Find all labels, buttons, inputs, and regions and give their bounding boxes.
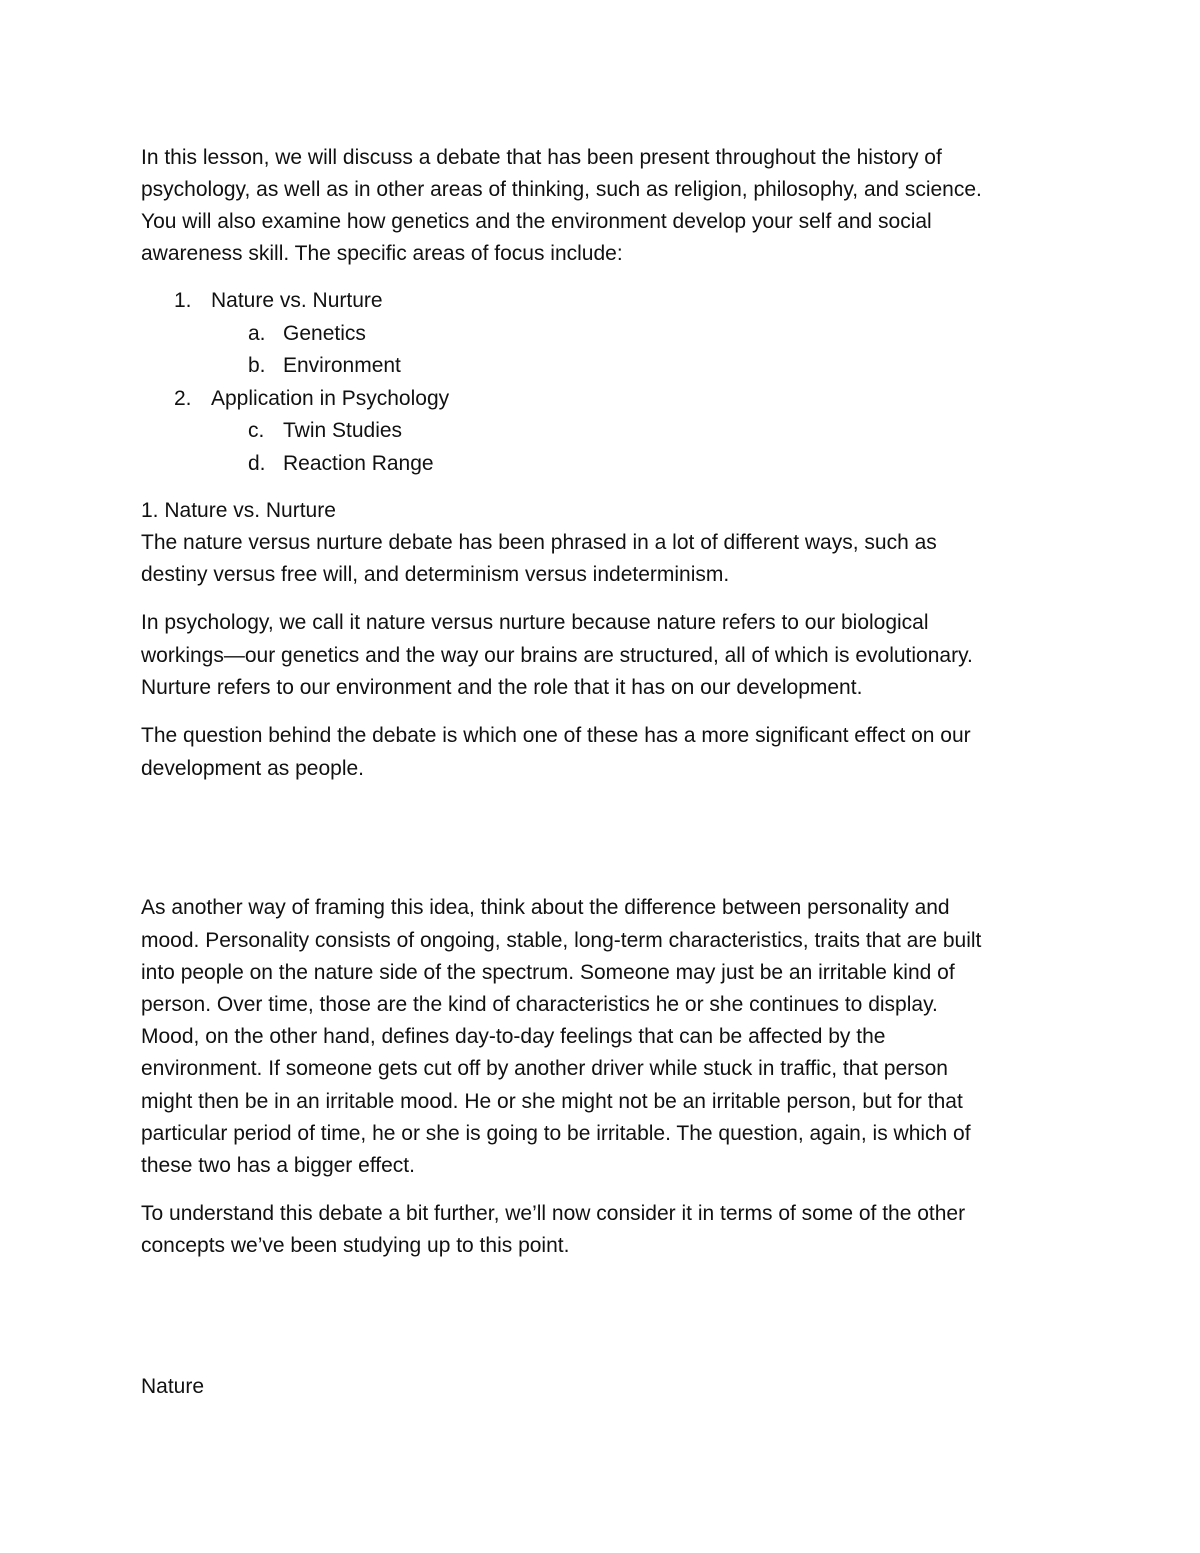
paragraph-line: person. Over time, those are the kind of characteristics he or she continues to display.: [141, 993, 938, 1016]
paragraph-line: The nature versus nurture debate has been phrased in a lot of different ways, such as: [141, 531, 937, 554]
outline-subitem-marker: a.: [248, 322, 266, 345]
outline-subitem-marker: d.: [248, 452, 266, 475]
outline-subitem-label: Twin Studies: [283, 419, 403, 442]
outline-subitem-label: Genetics: [283, 322, 366, 345]
outline-subitem-label: Reaction Range: [283, 452, 434, 475]
paragraph-line: these two has a bigger effect.: [141, 1154, 415, 1177]
section-heading: Nature: [141, 1375, 205, 1398]
paragraph-line: development as people.: [141, 757, 364, 780]
paragraph-line: concepts we’ve been studying up to this point.: [141, 1234, 570, 1257]
paragraph-line: In psychology, we call it nature versus nurture because nature refers to our biological: [141, 611, 929, 634]
intro-line: You will also examine how genetics and the environment develop your self and social: [141, 210, 932, 233]
paragraph-line: Mood, on the other hand, defines day-to-day feelings that can be affected by the: [141, 1025, 886, 1048]
paragraph-line: environment. If someone gets cut off by another driver while stuck in traffic, that person: [141, 1057, 948, 1080]
paragraph-line: mood. Personality consists of ongoing, stable, long-term characteristics, traits that are built: [141, 929, 982, 952]
paragraph-line: The question behind the debate is which one of these has a more significant effect on our: [141, 724, 971, 747]
paragraph-line: To understand this debate a bit further, we’ll now consider it in terms of some of the other: [141, 1202, 966, 1225]
outline-subitem-label: Environment: [283, 354, 401, 377]
paragraph-line: As another way of framing this idea, think about the difference between personality and: [141, 896, 950, 919]
outline-item-marker: 1.: [174, 289, 192, 312]
outline-subitem-marker: c.: [248, 419, 265, 442]
intro-line: In this lesson, we will discuss a debate that has been present throughout the history of: [141, 146, 942, 169]
intro-line: awareness skill. The specific areas of focus include:: [141, 242, 623, 265]
paragraph-line: workings—our genetics and the way our brains are structured, all of which is evolutionary.: [141, 644, 973, 667]
paragraph-line: Nurture refers to our environment and the role that it has on our development.: [141, 676, 863, 699]
paragraph-line: might then be in an irritable mood. He or she might not be an irritable person, but for that: [141, 1090, 963, 1113]
outline-item-label: Application in Psychology: [211, 387, 450, 410]
paragraph-line: particular period of time, he or she is going to be irritable. The question, again, is which of: [141, 1122, 971, 1145]
outline-item-label: Nature vs. Nurture: [211, 289, 383, 312]
outline-item-marker: 2.: [174, 387, 192, 410]
section-heading: 1. Nature vs. Nurture: [141, 499, 336, 522]
intro-line: psychology, as well as in other areas of thinking, such as religion, philosophy, and science.: [141, 178, 982, 201]
paragraph-line: into people on the nature side of the spectrum. Someone may just be an irritable kind of: [141, 961, 955, 984]
outline-subitem-marker: b.: [248, 354, 266, 377]
paragraph-line: destiny versus free will, and determinism versus indeterminism.: [141, 563, 730, 586]
